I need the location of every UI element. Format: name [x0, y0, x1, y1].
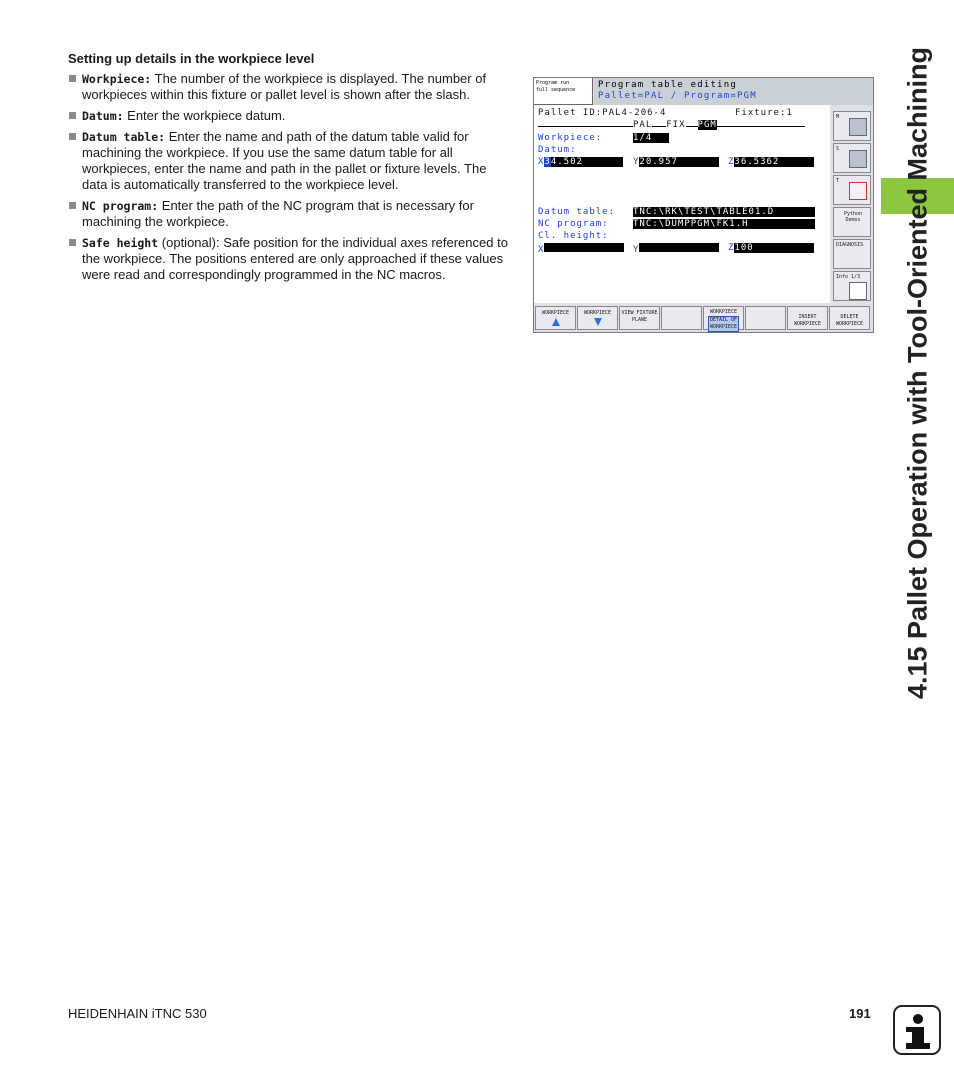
keyword: Workpiece:	[82, 72, 152, 86]
empty-softkey[interactable]	[745, 306, 786, 330]
python-demos-button[interactable]	[833, 207, 871, 237]
list-item	[68, 108, 510, 124]
chapter-title	[888, 46, 948, 700]
bullet-list	[68, 71, 510, 288]
keyword: Safe height	[82, 235, 159, 250]
mode-line1: Program run	[536, 80, 570, 86]
insert-workpiece-softkey[interactable]	[787, 306, 828, 330]
softkey-label: WORKPIECE	[541, 310, 570, 316]
bullet-square-icon	[69, 112, 76, 119]
cl-x-field[interactable]	[538, 243, 624, 255]
button-label: T	[836, 178, 840, 184]
workpiece-value: 1/4	[633, 133, 669, 143]
level-pgm[interactable]: PGM	[697, 120, 717, 130]
datum-table-field[interactable]	[633, 207, 815, 217]
item-text: Enter the path of the NC program that is necessary for machining the workpiece.	[82, 197, 474, 230]
operating-mode-box	[534, 78, 593, 105]
axis-y: Y	[633, 157, 640, 167]
axis-x: X	[538, 157, 545, 167]
button-label: S	[836, 146, 840, 152]
view-fixture-plane-softkey[interactable]	[619, 306, 660, 330]
cl-z-value: 100	[734, 243, 814, 253]
datum-z-value: 36.5362	[734, 157, 814, 167]
bullet-square-icon	[69, 75, 76, 82]
section-heading: Setting up details in the workpiece level	[68, 51, 315, 66]
item-text: Enter the name and path of the datum table valid for machining the workpiece. If you use the same datum table for all workpieces, enter the name and path in the pallet or fixture levels. The data is automatically transferred to the workpiece level.	[82, 128, 487, 193]
screen-subtitle: Pallet=PAL / Program=PGM	[598, 91, 757, 101]
edit-area	[534, 105, 830, 303]
list-item	[68, 129, 510, 194]
list-item	[68, 235, 510, 284]
button-label: M	[836, 114, 840, 120]
button-label: DIAGNOSIS	[836, 242, 864, 248]
softkey-label: DELETE	[840, 314, 859, 320]
tnc-screen	[533, 77, 874, 333]
datum-x-value: 4.502	[551, 157, 623, 167]
m-function-button[interactable]	[833, 111, 871, 141]
axis-y: Y	[633, 245, 640, 255]
button-label: Python Demos	[843, 211, 863, 223]
softkey-label: DETAIL OF	[709, 317, 738, 323]
softkey-label: WORKPIECE	[583, 310, 612, 316]
diagnosis-button[interactable]	[833, 239, 871, 269]
workpiece-down-softkey[interactable]	[577, 306, 618, 330]
softkey-label: WORKPIECE	[835, 321, 864, 327]
info-icon	[849, 282, 867, 300]
item-text: Enter the workpiece datum.	[123, 107, 286, 123]
cl-z-field[interactable]	[728, 243, 814, 253]
cl-y-field[interactable]	[633, 243, 719, 255]
datum-x-field[interactable]	[538, 157, 623, 167]
nc-program-label: NC program:	[538, 219, 609, 229]
softkey-row	[534, 304, 873, 332]
empty-softkey[interactable]	[661, 306, 702, 330]
axis-z: Z	[728, 157, 735, 167]
tool-icon	[849, 150, 867, 168]
workpiece-label: Workpiece:	[538, 133, 603, 143]
screen-title-bar	[594, 78, 873, 105]
keyword: Datum table:	[82, 129, 166, 144]
delete-workpiece-softkey[interactable]	[829, 306, 870, 330]
spindle-icon	[849, 118, 867, 136]
info-icon	[893, 1005, 941, 1055]
softkey-label: WORKPIECE	[709, 309, 738, 315]
fixture-number: Fixture:1	[735, 108, 793, 118]
nc-program-field[interactable]	[633, 219, 815, 229]
arrow-up-icon	[552, 318, 560, 326]
softkey-label: WORKPIECE	[793, 321, 822, 327]
softkey-label: INSERT	[798, 314, 817, 320]
screen-title: Program table editing	[598, 80, 737, 90]
keyword: NC program:	[82, 198, 159, 213]
t-function-button[interactable]	[833, 175, 871, 205]
datum-label: Datum:	[538, 145, 577, 155]
keyword: Datum:	[82, 108, 124, 123]
datum-z-field[interactable]	[728, 157, 814, 167]
bullet-square-icon	[69, 239, 76, 246]
workpiece-up-softkey[interactable]	[535, 306, 576, 330]
vertical-softkey-panel	[831, 105, 873, 303]
level-line	[538, 120, 805, 130]
workpiece-field[interactable]	[633, 133, 669, 143]
item-text: The number of the workpiece is displayed. The number of workpieces within this fixture or pallet level is shown after the slash.	[82, 71, 487, 103]
softkey-label: WORKPIECE	[709, 324, 738, 330]
mode-line2: full sequence	[536, 87, 576, 93]
chapter-title-text: 4.15 Pallet Operation with Tool-Oriented Machining	[902, 46, 933, 700]
button-label: Info 1/3	[836, 274, 861, 280]
axis-x: X	[538, 245, 545, 255]
nc-program-value: TNC:\DUMPPGM\FK1.H	[633, 219, 815, 229]
datum-table-label: Datum table:	[538, 207, 616, 217]
datum-y-field[interactable]	[633, 157, 719, 167]
softkey-label: VIEW FIXTURE PLANE	[621, 310, 658, 323]
axis-z: Z	[728, 243, 735, 253]
item-text: (optional): Safe position for the individual axes referenced to the workpiece. The positions entered are only approached if these values were read and correspondingly programmed in the NC macros.	[82, 234, 508, 283]
page-number: 191	[849, 1006, 871, 1021]
level-fix[interactable]: FIX	[666, 120, 686, 130]
datum-y-value: 20.957	[639, 157, 719, 167]
level-pal[interactable]: PAL	[633, 120, 653, 130]
cl-height-label: Cl. height:	[538, 231, 609, 241]
list-item	[68, 71, 510, 103]
info-button[interactable]	[833, 271, 871, 301]
cursor: 3	[544, 157, 551, 167]
arrow-down-icon	[594, 318, 602, 326]
bullet-square-icon	[69, 133, 76, 140]
pallet-id: Pallet ID:PAL4-206-4	[538, 108, 667, 118]
footer-product: HEIDENHAIN iTNC 530	[68, 1006, 207, 1021]
datum-table-value: TNC:\RK\TEST\TABLE01.D	[633, 207, 815, 217]
list-item	[68, 198, 510, 230]
workpiece-detail-softkey[interactable]	[703, 306, 744, 330]
bullet-square-icon	[69, 202, 76, 209]
tool-change-icon	[849, 182, 867, 200]
s-function-button[interactable]	[833, 143, 871, 173]
